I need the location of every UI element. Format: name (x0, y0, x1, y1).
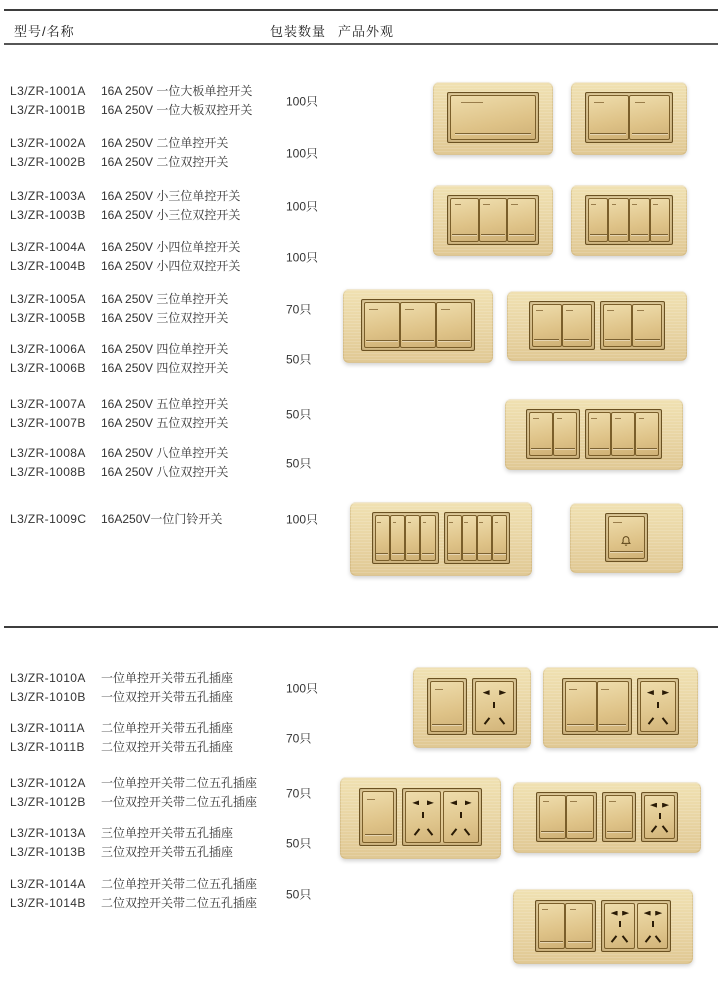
socket-module (641, 792, 679, 842)
switch-module (447, 92, 538, 143)
model-code: L3/ZR-1008B (10, 465, 86, 479)
switch-rocker-button (539, 795, 567, 839)
package-qty: 50只 (286, 407, 312, 422)
product-desc: 16A 250V 小三位双控开关 (101, 208, 241, 222)
product-row-1001 (0, 82, 440, 120)
product-desc: 三位双控开关带五孔插座 (101, 845, 234, 859)
switch-rocker-button (597, 681, 629, 732)
switch-rocker-button (462, 515, 477, 561)
switch-rocker-button (405, 515, 420, 561)
socket-module (601, 900, 671, 953)
model-code: L3/ZR-1010A (10, 671, 86, 685)
switch-rocker-button (430, 681, 464, 732)
switch-rocker-button (420, 515, 435, 561)
five-gang-switch-plate (505, 399, 683, 470)
product-desc: 二位单控开关带二位五孔插座 (101, 877, 258, 891)
switch-rocker-button (450, 198, 478, 242)
small-four-gang-switch-plate (571, 185, 687, 256)
model-code: L3/ZR-1008A (10, 446, 86, 460)
socket-module (472, 678, 517, 735)
column-header-model: 型号/名称 (14, 24, 75, 39)
doorbell-switch-plate (570, 503, 683, 573)
product-row-1003 (0, 187, 440, 225)
model-code: L3/ZR-1004B (10, 259, 86, 273)
model-code: L3/ZR-1012A (10, 776, 86, 790)
switch-rocker-button (479, 198, 507, 242)
package-qty: 50只 (286, 887, 312, 902)
model-code: L3/ZR-1005A (10, 292, 86, 306)
socket-module (402, 788, 481, 845)
switch-rocker-button (635, 412, 659, 456)
switch-rocker-button (566, 795, 594, 839)
switch-module (359, 788, 397, 845)
package-qty: 100只 (286, 146, 319, 161)
switch-module (526, 409, 579, 459)
two-switch-two-five-hole-socket-plate (513, 889, 693, 964)
switch-module (535, 900, 597, 953)
model-code: L3/ZR-1001B (10, 103, 86, 117)
product-desc: 16A 250V 二位单控开关 (101, 136, 229, 150)
model-code: L3/ZR-1007A (10, 397, 86, 411)
switch-rocker-button (603, 304, 633, 347)
switch-module (427, 678, 467, 735)
switch-module (536, 792, 597, 842)
product-desc: 16A 250V 五位单控开关 (101, 397, 229, 411)
top-rule (4, 9, 718, 11)
model-code: L3/ZR-1006A (10, 342, 86, 356)
switch-rocker-button (538, 903, 566, 950)
switch-rocker-button (529, 412, 553, 456)
five-hole-socket (475, 681, 514, 732)
product-desc: 一位单控开关带五孔插座 (101, 671, 234, 685)
model-code: L3/ZR-1013B (10, 845, 86, 859)
package-qty: 100只 (286, 94, 319, 109)
product-row-1008 (0, 444, 440, 482)
switch-module (600, 301, 666, 350)
product-desc: 一位双控开关带二位五孔插座 (101, 795, 258, 809)
switch-rocker-button (588, 95, 629, 140)
product-desc: 二位单控开关带五孔插座 (101, 721, 234, 735)
package-qty: 100只 (286, 199, 319, 214)
switch-module (372, 512, 439, 564)
product-desc: 16A 250V 八位单控开关 (101, 446, 229, 460)
switch-module (585, 409, 662, 459)
eight-gang-switch-plate (350, 502, 532, 576)
model-code: L3/ZR-1004A (10, 240, 86, 254)
switch-rocker-button (588, 412, 612, 456)
five-hole-socket (637, 903, 668, 950)
switch-rocker-button (447, 515, 462, 561)
switch-rocker-button (605, 795, 633, 839)
switch-rocker-button (436, 302, 472, 348)
model-code: L3/ZR-1003B (10, 208, 86, 222)
switch-rocker-button (477, 515, 492, 561)
product-desc: 16A 250V 二位双控开关 (101, 155, 229, 169)
header-rule (4, 43, 718, 45)
switch-rocker-button (375, 515, 390, 561)
four-gang-switch-plate (507, 291, 687, 361)
package-qty: 100只 (286, 681, 319, 696)
bell-icon (619, 534, 633, 548)
one-switch-two-five-hole-socket-plate (340, 777, 501, 859)
doorbell-button (608, 516, 646, 559)
switch-module (602, 792, 636, 842)
product-desc: 16A 250V 五位双控开关 (101, 416, 229, 430)
switch-rocker-button (650, 198, 671, 242)
package-qty: 70只 (286, 731, 312, 746)
package-qty: 100只 (286, 512, 319, 526)
model-code: L3/ZR-1014B (10, 896, 86, 910)
product-row-1007 (0, 395, 440, 433)
switch-module (585, 195, 673, 245)
switch-rocker-button (507, 198, 535, 242)
product-desc: 16A 250V 一位大板双控开关 (101, 103, 253, 117)
model-code: L3/ZR-1001A (10, 84, 86, 98)
model-code: L3/ZR-1006B (10, 361, 86, 375)
switch-rocker-button (492, 515, 507, 561)
switch-rocker-button (562, 304, 592, 347)
product-desc: 16A 250V 四位单控开关 (101, 342, 229, 356)
product-desc: 16A 250V 四位双控开关 (101, 361, 229, 375)
model-code: L3/ZR-1009C (10, 512, 87, 526)
switch-rocker-button (565, 681, 597, 732)
switch-module (585, 92, 673, 143)
switch-module (444, 512, 511, 564)
package-qty: 70只 (286, 302, 312, 317)
five-hole-socket (443, 791, 479, 842)
product-desc: 16A 250V 八位双控开关 (101, 465, 229, 479)
model-code: L3/ZR-1014A (10, 877, 86, 891)
package-qty: 50只 (286, 456, 312, 471)
product-desc: 16A 250V 小四位单控开关 (101, 240, 241, 254)
model-code: L3/ZR-1013A (10, 826, 86, 840)
three-switch-five-hole-socket-plate (513, 782, 701, 853)
model-code: L3/ZR-1007B (10, 416, 86, 430)
package-qty: 100只 (286, 250, 319, 265)
five-hole-socket (640, 681, 677, 732)
section-divider (4, 626, 718, 628)
switch-module (447, 195, 538, 245)
product-desc: 二位双控开关带五孔插座 (101, 740, 234, 754)
two-switch-five-hole-socket-plate (543, 667, 698, 748)
product-desc: 一位双控开关带五孔插座 (101, 690, 234, 704)
product-row-1014 (0, 875, 440, 913)
switch-rocker-button (400, 302, 436, 348)
switch-rocker-button (553, 412, 577, 456)
five-hole-socket (405, 791, 441, 842)
product-desc: 16A250V一位门铃开关 (101, 512, 223, 526)
one-switch-five-hole-socket-plate (413, 667, 531, 748)
switch-rocker-button (450, 95, 535, 140)
model-code: L3/ZR-1011B (10, 740, 85, 754)
five-hole-socket (604, 903, 635, 950)
product-desc: 16A 250V 小三位单控开关 (101, 189, 241, 203)
product-desc: 二位双控开关带二位五孔插座 (101, 896, 258, 910)
switch-rocker-button (632, 304, 662, 347)
model-code: L3/ZR-1012B (10, 795, 86, 809)
product-desc: 16A 250V 三位单控开关 (101, 292, 229, 306)
switch-rocker-button (364, 302, 400, 348)
product-row-1010 (0, 669, 440, 707)
column-header-appearance: 产品外观 (338, 24, 395, 39)
switch-module (361, 299, 475, 351)
column-header-qty: 包装数量 (270, 24, 327, 39)
product-row-1002 (0, 134, 440, 172)
two-gang-switch-plate (571, 82, 687, 155)
product-desc: 三位单控开关带五孔插座 (101, 826, 234, 840)
small-three-gang-switch-plate (433, 185, 553, 256)
product-desc: 16A 250V 三位双控开关 (101, 311, 229, 325)
package-qty: 50只 (286, 352, 312, 367)
product-desc: 16A 250V 小四位双控开关 (101, 259, 241, 273)
switch-rocker-button (608, 198, 629, 242)
product-desc: 16A 250V 一位大板单控开关 (101, 84, 253, 98)
switch-rocker-button (611, 412, 635, 456)
switch-module (529, 301, 595, 350)
switch-rocker-button (390, 515, 405, 561)
switch-rocker-button (532, 304, 562, 347)
product-row-1004 (0, 238, 440, 276)
model-code: L3/ZR-1002A (10, 136, 86, 150)
switch-module (562, 678, 632, 735)
switch-rocker-button (629, 95, 670, 140)
product-row-1011 (0, 719, 440, 757)
three-gang-switch-plate (343, 289, 493, 363)
switch-rocker-button (362, 791, 394, 842)
doorbell-module (605, 513, 649, 562)
product-desc: 一位单控开关带二位五孔插座 (101, 776, 258, 790)
switch-rocker-button (629, 198, 650, 242)
five-hole-socket (644, 795, 676, 839)
socket-module (637, 678, 680, 735)
model-code: L3/ZR-1005B (10, 311, 86, 325)
model-code: L3/ZR-1011A (10, 721, 85, 735)
package-qty: 70只 (286, 786, 312, 801)
switch-rocker-button (588, 198, 609, 242)
switch-rocker-button (565, 903, 593, 950)
model-code: L3/ZR-1010B (10, 690, 86, 704)
package-qty: 50只 (286, 836, 312, 851)
one-gang-big-switch-plate (433, 82, 553, 155)
model-code: L3/ZR-1002B (10, 155, 86, 169)
model-code: L3/ZR-1003A (10, 189, 86, 203)
